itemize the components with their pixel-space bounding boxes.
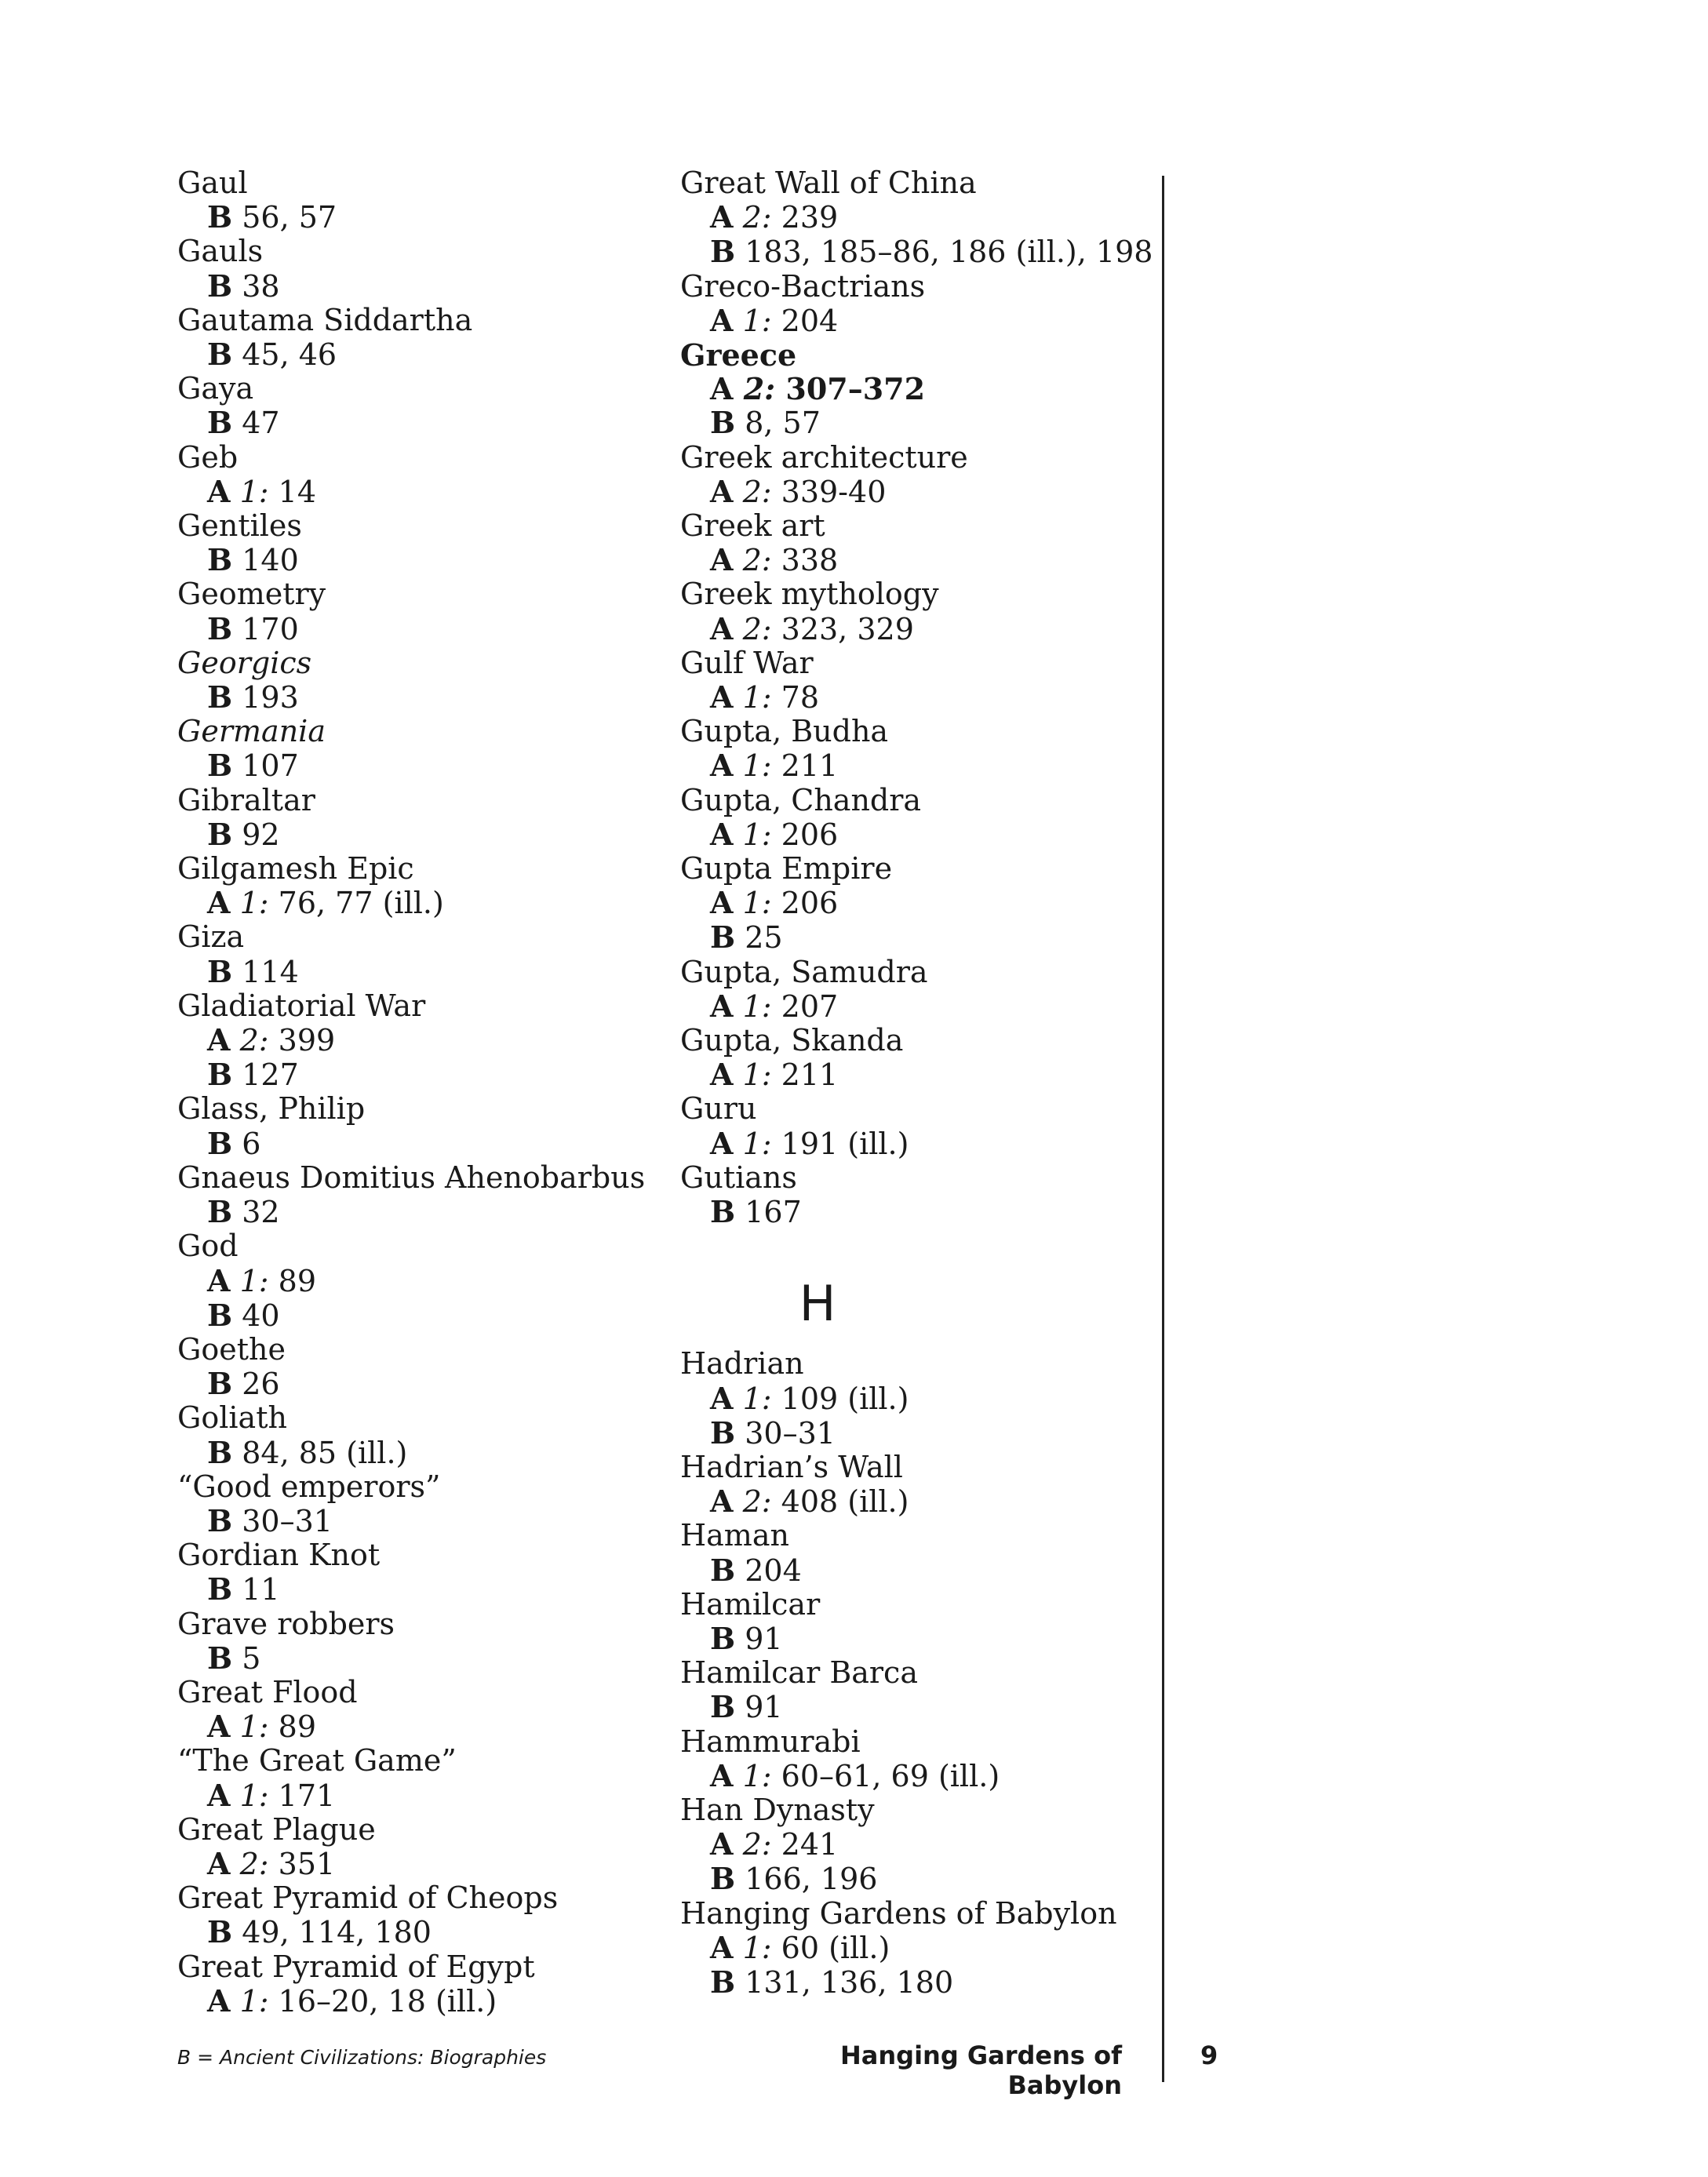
- index-term: Hammurabi: [680, 1724, 861, 1759]
- index-term: Goliath: [177, 1400, 287, 1436]
- index-reference: [177, 1572, 664, 1607]
- index-term: Geb: [177, 439, 239, 475]
- volume-code: A: [207, 1845, 231, 1881]
- page-references: 171: [278, 1778, 336, 1813]
- index-reference: [680, 1690, 1159, 1724]
- part-number: 1:: [742, 1126, 772, 1161]
- volume-code: A: [710, 473, 734, 509]
- volume-code: A: [710, 1757, 734, 1793]
- index-term: Great Plague: [177, 1811, 376, 1847]
- volume-code: A: [710, 1380, 734, 1416]
- page-references: 338: [781, 543, 839, 578]
- volume-code: B: [710, 234, 736, 270]
- index-term: Germania: [177, 714, 326, 749]
- index-term: Gordian Knot: [177, 1538, 381, 1573]
- index-term: God: [177, 1229, 239, 1264]
- index-reference: [680, 1965, 1159, 2000]
- index-term: Gentiles: [177, 508, 302, 544]
- index-reference: [177, 1436, 664, 1470]
- part-number: 1:: [742, 1930, 772, 1965]
- page-references: 193: [242, 680, 299, 715]
- volume-code: B: [207, 1125, 233, 1161]
- index-term: Geometry: [177, 577, 326, 612]
- index-reference: [177, 1984, 664, 2019]
- volume-code: A: [710, 885, 734, 921]
- volume-code: B: [710, 1620, 736, 1656]
- volume-code: B: [207, 542, 233, 578]
- index-term: Great Flood: [177, 1674, 358, 1709]
- volume-code: A: [710, 679, 734, 715]
- part-number: 1:: [742, 817, 772, 852]
- page-references: 30–31: [242, 1503, 333, 1538]
- page-references: 91: [745, 1690, 783, 1725]
- index-term: Greek art: [680, 508, 825, 544]
- index-reference: [680, 543, 1159, 577]
- volume-code: B: [207, 199, 233, 235]
- index-reference: [680, 475, 1159, 509]
- index-reference: [680, 886, 1159, 920]
- volume-code: A: [710, 1826, 734, 1862]
- part-number: 1:: [742, 680, 772, 715]
- page-references: 206: [781, 886, 839, 921]
- index-reference: [177, 1367, 664, 1401]
- index-reference: [177, 269, 664, 304]
- index-reference: [680, 235, 1159, 269]
- page-references: 167: [745, 1195, 802, 1230]
- index-reference: [680, 1553, 1159, 1588]
- page-references: 107: [242, 748, 299, 784]
- volume-code: B: [207, 679, 233, 715]
- index-reference: [177, 1504, 664, 1538]
- page-references: 170: [242, 611, 299, 646]
- volume-code: A: [207, 885, 231, 921]
- page-references: 399: [278, 1023, 336, 1058]
- index-reference: [177, 955, 664, 989]
- index-reference: [177, 1264, 664, 1298]
- page-references: 191 (ill.): [781, 1126, 909, 1161]
- part-number: 1:: [742, 748, 772, 784]
- footer-guide-word: Hanging Gardens of Babylon: [840, 2040, 1122, 2100]
- page-references: 89: [278, 1263, 317, 1298]
- index-term: Giza: [177, 919, 245, 955]
- index-term: Hanging Gardens of Babylon: [680, 1895, 1117, 1931]
- page-references: 38: [242, 268, 280, 304]
- volume-code: B: [207, 1914, 233, 1950]
- volume-code: A: [207, 1982, 231, 2019]
- page-references: 207: [781, 988, 839, 1024]
- index-term: Greco-Bactrians: [680, 268, 926, 304]
- index-term: Great Wall of China: [680, 166, 977, 200]
- part-number: 1:: [239, 1983, 269, 2019]
- column-divider: [1162, 176, 1164, 2082]
- part-number: 2:: [742, 611, 772, 646]
- index-reference: [680, 920, 1159, 955]
- index-term: Gauls: [177, 234, 264, 269]
- page-references: 14: [278, 474, 317, 509]
- index-reference: [177, 1058, 664, 1092]
- part-number: 2:: [239, 1846, 269, 1881]
- volume-code: B: [710, 1964, 736, 2000]
- index-term: Guru: [680, 1091, 757, 1127]
- volume-code: B: [207, 1640, 233, 1676]
- page-references: 211: [781, 748, 839, 784]
- page-references: 351: [278, 1846, 336, 1881]
- index-reference: [680, 1759, 1159, 1793]
- index-reference: [177, 680, 664, 715]
- index-reference: [177, 1847, 664, 1881]
- index-term: Grave robbers: [177, 1606, 395, 1641]
- part-number: 1:: [239, 1709, 269, 1745]
- page-references: 241: [781, 1827, 839, 1862]
- index-reference: [680, 1416, 1159, 1451]
- part-number: 1:: [742, 1758, 772, 1793]
- part-number: 1:: [742, 1381, 772, 1416]
- volume-code: B: [207, 1502, 233, 1538]
- page-references: 211: [781, 1058, 839, 1093]
- volume-code: B: [710, 405, 736, 441]
- volume-code: B: [207, 953, 233, 989]
- index-reference: [177, 1023, 664, 1058]
- volume-code: A: [710, 816, 734, 852]
- index-term: Haman: [680, 1518, 789, 1553]
- volume-code: A: [710, 199, 734, 235]
- volume-code: B: [207, 1434, 233, 1470]
- volume-code: B: [207, 1571, 233, 1607]
- page-references: 339-40: [781, 474, 887, 509]
- page-references: 60 (ill.): [781, 1930, 890, 1965]
- index-term: Greek mythology: [680, 577, 939, 612]
- footer-note: B = Ancient Civilizations: Biographies: [177, 2046, 547, 2069]
- page-references: 30–31: [745, 1415, 836, 1451]
- index-reference: [177, 748, 664, 783]
- volume-code: B: [710, 1689, 736, 1725]
- index-term: Gutians: [680, 1159, 797, 1195]
- page-references: 16–20, 18 (ill.): [278, 1983, 497, 2019]
- page-references: 109 (ill.): [781, 1381, 909, 1416]
- part-number: 1:: [742, 988, 772, 1024]
- section-letter: H: [799, 1275, 836, 1333]
- index-term: Gupta, Budha: [680, 714, 889, 749]
- volume-code: B: [207, 1366, 233, 1402]
- page-references: 32: [242, 1195, 280, 1230]
- volume-code: B: [710, 1414, 736, 1451]
- page-references: 8, 57: [745, 406, 821, 441]
- index-term: Gautama Siddartha: [177, 302, 473, 337]
- page-references: 45, 46: [242, 337, 337, 373]
- page-references: 26: [242, 1367, 280, 1402]
- index-term: Han Dynasty: [680, 1792, 875, 1827]
- page-references: 204: [745, 1553, 802, 1588]
- volume-code: B: [207, 1057, 233, 1093]
- page-references: 89: [278, 1709, 317, 1745]
- index-reference: [680, 748, 1159, 783]
- index-term: Great Pyramid of Egypt: [177, 1949, 535, 1984]
- part-number: 2:: [742, 200, 772, 235]
- volume-code: A: [710, 1057, 734, 1093]
- index-reference: [177, 1298, 664, 1333]
- index-reference: [177, 1778, 664, 1813]
- index-term: Hamilcar Barca: [680, 1655, 918, 1691]
- volume-code: B: [710, 1861, 736, 1897]
- volume-code: A: [710, 371, 734, 407]
- index-reference: [680, 1931, 1159, 1965]
- index-column-left: [177, 166, 664, 2019]
- page-references: 47: [242, 406, 280, 441]
- index-reference: [680, 372, 1159, 406]
- volume-code: B: [710, 1552, 736, 1588]
- index-term: “Good emperors”: [177, 1469, 441, 1504]
- index-reference: [680, 1382, 1159, 1416]
- index-term: Hamilcar: [680, 1586, 821, 1622]
- volume-code: B: [207, 405, 233, 441]
- part-number: 2:: [742, 474, 772, 509]
- index-term: Gupta, Skanda: [680, 1023, 904, 1058]
- index-reference: [177, 1915, 664, 1949]
- index-reference: [177, 886, 664, 920]
- index-term: Glass, Philip: [177, 1091, 366, 1127]
- index-reference: [177, 543, 664, 577]
- volume-code: B: [207, 748, 233, 784]
- page-references: 84, 85 (ill.): [242, 1435, 408, 1470]
- index-term: Greece: [680, 337, 797, 373]
- page-references: 307–372: [785, 371, 926, 407]
- index-reference: [177, 200, 664, 235]
- page-references: 60–61, 69 (ill.): [781, 1758, 1000, 1793]
- index-term: Gilgamesh Epic: [177, 851, 414, 886]
- page-number: 9: [1200, 2040, 1218, 2070]
- index-term: Hadrian’s Wall: [680, 1449, 903, 1484]
- volume-code: B: [207, 816, 233, 852]
- page-references: 131, 136, 180: [745, 1964, 954, 2000]
- index-term: Gibraltar: [177, 782, 315, 817]
- page-references: 92: [242, 817, 280, 852]
- index-reference: [680, 680, 1159, 715]
- page-references: 6: [242, 1126, 261, 1161]
- index-reference: [680, 406, 1159, 440]
- volume-code: B: [710, 1194, 736, 1230]
- volume-code: A: [710, 1483, 734, 1520]
- page-references: 166, 196: [745, 1862, 878, 1897]
- volume-code: A: [710, 610, 734, 646]
- volume-code: A: [207, 1262, 231, 1298]
- page-references: 76, 77 (ill.): [278, 886, 444, 921]
- page-references: 49, 114, 180: [242, 1915, 432, 1950]
- index-column-right: [680, 166, 1159, 2000]
- part-number: 1:: [239, 474, 269, 509]
- part-number: 2:: [742, 543, 772, 578]
- page-references: 140: [242, 543, 299, 578]
- index-reference: [680, 612, 1159, 646]
- page-references: 56, 57: [242, 200, 337, 235]
- index-reference: [177, 817, 664, 852]
- page-references: 206: [781, 817, 839, 852]
- volume-code: A: [710, 302, 734, 338]
- index-term: “The Great Game”: [177, 1743, 457, 1778]
- part-number: 1:: [742, 303, 772, 338]
- volume-code: B: [207, 1297, 233, 1333]
- index-reference: [680, 1827, 1159, 1862]
- page-references: 323, 329: [781, 611, 914, 646]
- index-reference: [177, 612, 664, 646]
- index-term: Great Pyramid of Cheops: [177, 1880, 559, 1916]
- volume-code: B: [207, 610, 233, 646]
- part-number: 1:: [239, 1263, 269, 1298]
- index-reference: [177, 475, 664, 509]
- index-reference: [680, 989, 1159, 1024]
- index-reference: [177, 1127, 664, 1161]
- page-references: 78: [781, 680, 820, 715]
- page-references: 40: [242, 1298, 280, 1333]
- volume-code: B: [207, 337, 233, 373]
- index-term: Gupta, Samudra: [680, 954, 928, 989]
- part-number: 2:: [743, 371, 776, 407]
- index-reference: [680, 1484, 1159, 1519]
- page-references: 114: [242, 954, 299, 989]
- volume-code: A: [710, 1929, 734, 1965]
- index-reference: [177, 1641, 664, 1676]
- volume-code: A: [207, 473, 231, 509]
- volume-code: B: [710, 919, 736, 956]
- page-references: 183, 185–86, 186 (ill.), 198: [745, 235, 1153, 270]
- index-reference: [680, 1195, 1159, 1229]
- volume-code: B: [207, 268, 233, 304]
- page-references: 25: [745, 920, 783, 956]
- volume-code: A: [710, 542, 734, 578]
- page-references: 204: [781, 303, 839, 338]
- index-term: Goethe: [177, 1331, 286, 1367]
- part-number: 2:: [239, 1023, 269, 1058]
- index-reference: [680, 304, 1159, 338]
- volume-code: A: [710, 988, 734, 1024]
- index-term: Gupta Empire: [680, 851, 893, 886]
- index-term: Gupta, Chandra: [680, 782, 922, 817]
- page-references: 5: [242, 1640, 261, 1676]
- volume-code: A: [207, 1709, 231, 1745]
- index-reference: [680, 200, 1159, 235]
- index-reference: [680, 817, 1159, 852]
- page-references: 408 (ill.): [781, 1484, 909, 1520]
- part-number: 2:: [742, 1827, 772, 1862]
- part-number: 1:: [742, 886, 772, 921]
- volume-code: B: [207, 1194, 233, 1230]
- part-number: 1:: [239, 886, 269, 921]
- index-reference: [680, 1058, 1159, 1092]
- part-number: 1:: [239, 1778, 269, 1813]
- page-references: 127: [242, 1058, 299, 1093]
- index-reference: [680, 1862, 1159, 1896]
- index-term: Georgics: [177, 645, 312, 680]
- part-number: 1:: [742, 1058, 772, 1093]
- index-term: Gnaeus Domitius Ahenobarbus: [177, 1159, 646, 1195]
- index-term: Gladiatorial War: [177, 988, 426, 1023]
- index-term: Hadrian: [680, 1346, 804, 1382]
- index-reference: [680, 1622, 1159, 1656]
- index-reference: [680, 1127, 1159, 1161]
- index-term: Gaul: [177, 166, 248, 200]
- index-term: Gulf War: [680, 645, 814, 680]
- page-references: 239: [781, 200, 839, 235]
- volume-code: A: [207, 1777, 231, 1813]
- index-reference: [177, 1709, 664, 1744]
- volume-code: A: [710, 748, 734, 784]
- volume-code: A: [710, 1125, 734, 1161]
- volume-code: A: [207, 1022, 231, 1058]
- index-term: Gaya: [177, 371, 254, 406]
- index-reference: [177, 1195, 664, 1229]
- page-references: 91: [745, 1621, 783, 1656]
- index-reference: [177, 406, 664, 440]
- index-term: Greek architecture: [680, 439, 968, 475]
- page-references: 11: [242, 1572, 280, 1607]
- index-reference: [177, 337, 664, 372]
- part-number: 2:: [742, 1484, 772, 1520]
